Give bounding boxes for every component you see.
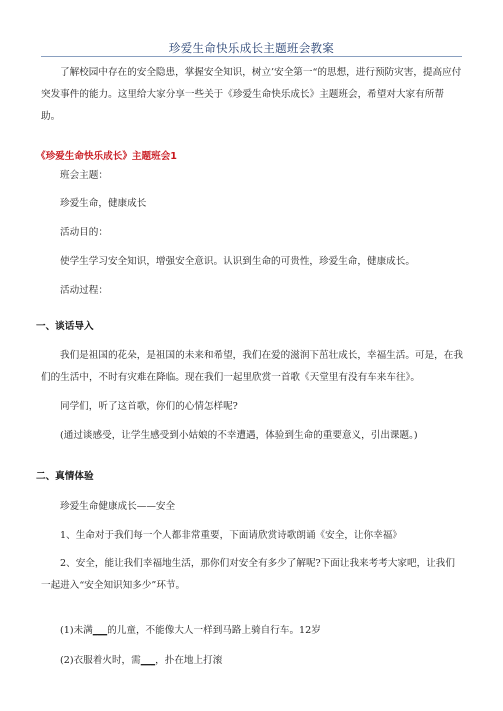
question-2-suffix: ，扑在地上打滚: [155, 655, 223, 666]
section-1-paragraph-3: (通过谈感受，让学生感受到小姑娘的不幸遭遇，体验到生命的重要意义，引出课题。): [60, 430, 418, 441]
question-2-blank: ___: [140, 655, 156, 666]
process-label: 活动过程：: [60, 285, 108, 296]
section-1-paragraph-1: 我们是祖国的花朵，是祖国的未来和希望，我们在爱的滋润下茁壮成长，幸福生活。可是，在我们的生活中，不时有灾难在降临。现在我们一起里欣赏一首歌《天堂里有没有车来车往》。: [41, 350, 463, 383]
section-2-paragraph-1: 珍爱生命健康成长——安全: [60, 501, 176, 512]
goal-label: 活动目的：: [60, 227, 108, 238]
document-title: 珍爱生命快乐成长主题班会教案: [168, 41, 335, 55]
intro-paragraph: 了解校园中存在的安全隐患，掌握安全知识，树立’安全第一“的思想，进行预防灾害，提高应付突发事件的能力。这里给大家分享一些关于《珍爱生命快乐成长》主题班会，希望对大家有所帮助。: [41, 67, 462, 122]
section-1-paragraph-2: 同学们，听了这首歌，你们的心情怎样呢?: [60, 401, 238, 412]
question-2: [41, 650, 463, 672]
goal-value: 使学生学习安全知识，增强安全意识。认识到生命的可贵性，珍爱生命，健康成长。: [60, 256, 415, 267]
question-1: [41, 620, 463, 642]
section-2-paragraph-3: 2、安全，能让我们幸福地生活，那你们对安全有多少了解呢?下面让我来考考大家吧，让我们一起进入“安全知识知多少”环节。: [41, 558, 455, 591]
question-1-prefix: (1)未满: [60, 625, 93, 636]
theme-value: 珍爱生命，健康成长: [60, 198, 147, 209]
section-1-heading: 一、谈话导入: [36, 321, 94, 332]
section-2-heading: 二、真情体验: [36, 471, 94, 482]
question-1-blank: ___: [92, 625, 108, 636]
title-divider: [41, 56, 462, 57]
red-section-heading: 《珍爱生命快乐成长》主题班会1: [36, 151, 177, 162]
section-2-paragraph-2: 1、生命对于我们每一个人都非常重要，下面请欣赏诗歌朗诵《安全，让你幸福》: [60, 530, 402, 541]
theme-label: 班会主题：: [60, 170, 108, 181]
question-1-suffix: 的儿童，不能像大人一样到马路上骑自行车。12岁: [107, 625, 321, 636]
question-2-prefix: (2)衣服着火时，需: [60, 655, 141, 666]
